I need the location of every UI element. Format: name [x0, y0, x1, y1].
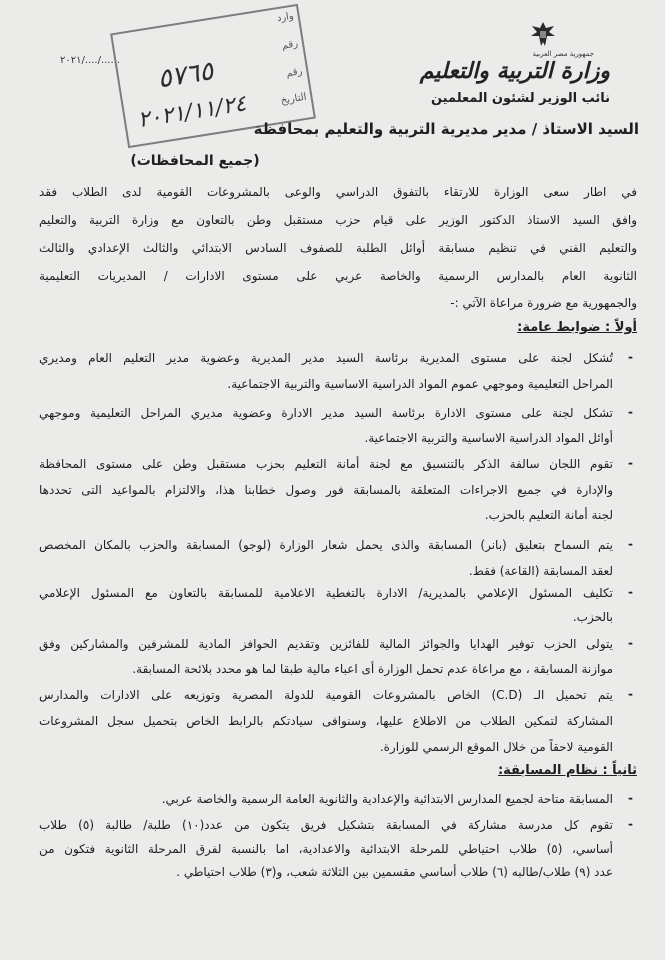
rule-line: تشكل لجنة على مستوى الادارة برئاسة السيد مدير الادارة وعضوية مديري المراحل التعليمية وموجهي — [39, 406, 613, 420]
bullet-dash: - — [628, 687, 633, 701]
ministry-name: وزارة التربية والتعليم — [419, 58, 610, 84]
rule-line: المسابقة متاحة لجميع المدارس الابتدائية والإعدادية والثانوية العامة الرسمية والخاصة عربي. — [161, 792, 613, 806]
intro-line: الثانوية العام بالمدارس الرسمية والخاصة عربي على مستوى الادارات / المديريات التعليمية — [39, 269, 637, 283]
intro-line: وافق السيد الاستاذ الدكتور الوزير على قيام حزب مستقبل وطن بالتعاون مع وزارة التربية والتعليم — [39, 213, 637, 227]
rule-line: تقوم كل مدرسة مشاركة في المسابقة بتشكيل فريق يتكون من عدد(١٠) طلبة/ طالبة (٥) طلاب — [39, 818, 613, 832]
deputy-minister-title: نائب الوزير لشئون المعلمين — [430, 91, 610, 106]
intro-line: والجمهورية مع ضرورة مراعاة الآتي :- — [450, 296, 637, 310]
stamp-label-number: رقم — [281, 38, 299, 52]
rule-line: المراحل التعليمية وموجهي عموم المواد الدراسية الاساسية والتربية الاجتماعية. — [227, 377, 613, 391]
country-name: جمهورية مصر العربية — [532, 50, 594, 58]
stamp-label-number-2: رقم — [285, 66, 304, 80]
rule-line: تُشكل لجنة على مستوى المديرية برئاسة السيد مدير المديرية وعضوية مدير التعليم العام ومديري — [39, 351, 613, 365]
rule-line: القومية لاحقاً من خلال الموقع الرسمي للوزارة. — [379, 740, 613, 754]
rule-line: عدد (٩) طلاب/طالبه (٦) طلاب أساسي مقسمين بين الثلاثة شعب، و(٣) طلاب احتياطي . — [176, 865, 613, 879]
bullet-dash: - — [628, 405, 633, 419]
addressee-line: السيد الاستاذ / مدير مديرية التربية والتعليم بمحافظة — [253, 120, 639, 138]
rule-line: يتم تحميل الـ (C.D) الخاص بالمشروعات القومية للدولة المصرية وتوزيعه على الادارات والمدارس — [39, 688, 613, 702]
bullet-dash: - — [628, 791, 633, 805]
stamp-label-date: التاريخ — [279, 91, 308, 107]
rule-line: والإدارة في جميع الاجراءات المتعلقة بالمسابقة فور وصول خطابنا هذا، والالتزام بالمواعيد التى تحددها — [39, 483, 613, 497]
stamp-handwritten-number: ٥٧٦٥ — [155, 56, 216, 95]
rule-line: بالحزب. — [572, 610, 613, 624]
stamp-label-incoming: وارد — [276, 10, 295, 25]
intro-line: في اطار سعى الوزارة للارتقاء بالتفوق الدراسي والوعى بالمشروعات القومية لدى الطلاب فقد — [39, 185, 637, 199]
letter-date-field: ٢٠٢١/..../...... — [60, 55, 121, 66]
rule-line: موازنة المسابقة ، مع مراعاة عدم تحمل الوزارة أى اعباء مالية طبقا لما هو محدد بلائحة المسابقة. — [132, 662, 613, 676]
eagle-emblem-icon — [528, 20, 558, 50]
rule-line: يتولى الحزب توفير الهدايا والجوائز المالية للفائزين وتقديم الحوافز المادية للمشرفين والمشاركين وفق — [39, 637, 613, 651]
intro-line: والتعليم الفني في تنظيم مسابقة أوائل الطلبة للصفوف السادس الابتدائي والثالث الإعدادي والثالث — [39, 241, 637, 255]
ministry-logo-block — [419, 20, 630, 110]
governorates-note: (جميع المحافظات) — [130, 153, 260, 169]
bullet-dash: - — [628, 456, 633, 470]
rule-line: أساسي، (٥) طلاب احتياطي للمرحلة الابتدائية والاعدادية، اما بالنسبة لفرق المرحلة الثانوية فتكون من — [39, 842, 613, 856]
rule-line: لعقد المسابقة (القاعة) فقط. — [468, 564, 613, 578]
bullet-dash: - — [628, 537, 633, 551]
bullet-dash: - — [628, 585, 633, 599]
stamp-handwritten-date: ٢٠٢١/١١/٢٤ — [136, 91, 249, 134]
bullet-dash: - — [628, 817, 633, 831]
rule-line: لجنة أمانة التعليم بالحزب. — [484, 508, 613, 522]
section-general-rules-title: أولاً : ضوابط عامة: — [517, 320, 637, 335]
rule-line: تقوم اللجان سالفة الذكر بالتنسيق مع لجنة أمانة التعليم بحزب مستقبل وطن على مستوى المحافظة — [39, 457, 613, 471]
bullet-dash: - — [628, 350, 633, 364]
rule-line: تكليف المسئول الإعلامي بالمديرية/ الادارة بالتغطية الاعلامية للمسابقة بالتعاون مع المسئول الإعلامي — [39, 586, 613, 600]
rule-line: أوائل المواد الدراسية الاساسية والتربية الاجتماعية. — [364, 431, 613, 445]
rule-line: المشاركة لتمكين الطلاب من الاطلاع عليها، وسنوافى سيادتكم بالرابط الخاص بتحميل سجل المشروعات — [39, 714, 613, 728]
rule-line: يتم السماح بتعليق (بانر) المسابقة والذى يحمل شعار الوزارة (لوجو) المسابقة والحزب بالمكان المخصص — [39, 538, 613, 552]
section-competition-system-title: ثانياً : نظام المسابقة: — [497, 763, 637, 778]
bullet-dash: - — [628, 636, 633, 650]
